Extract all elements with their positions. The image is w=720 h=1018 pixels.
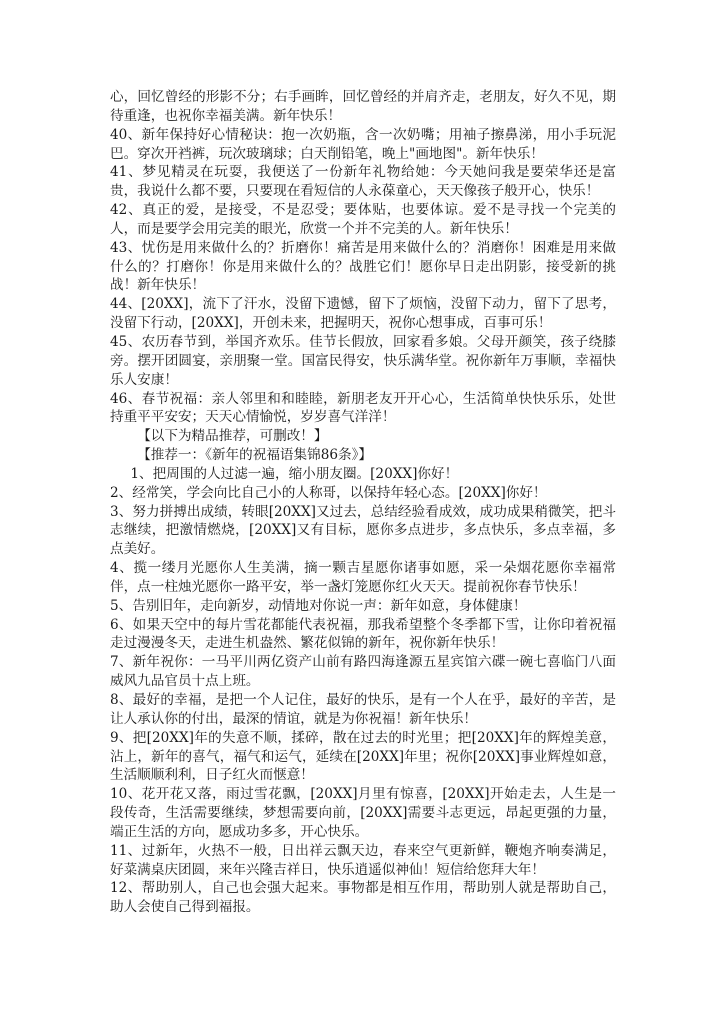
paragraph-40: 40、新年保持好心情秘诀：抱一次奶瓶，含一次奶嘴；用袖子擦鼻涕，用小手玩泥巴。穿次开裆裤，玩次玻璃球；白天削铅笔，晚上"画地图"。新年快乐！ — [110, 126, 616, 162]
list-item-3: 3、努力拼搏出成绩，转眼[20XX]又过去，总结经验看成效，成功成果稍微笑，把斗志继续，把激情燃烧，[20XX]又有目标，愿你多点进步，多点快乐，多点幸福，多点美好。 — [110, 503, 616, 558]
paragraph-39-tail: 心，回忆曾经的形影不分；右手画眸，回忆曾经的并肩齐走，老朋友，好久不见，期待重逢，也祝你幸福美满。新年快乐！ — [110, 89, 616, 124]
list-item-4: 4、揽一缕月光愿你人生美满，摘一颗吉星愿你诸事如愿，采一朵烟花愿你幸福常伴，点一柱烛光愿你一路平安，举一盏灯笼愿你红火天天。提前祝你春节快乐！ — [110, 560, 616, 595]
list-item-12: 12、帮助别人，自己也会强大起来。事物都是相互作用，帮助别人就是帮助自己，助人会使自己得到福报。 — [110, 880, 616, 916]
list-item-7: 7、新年祝你：一马平川两亿资产山前有路四海逢源五星宾馆六碟一碗七喜临门八面威风九品官员十点上班。 — [110, 654, 616, 690]
list-item-2: 2、经常笑，学会向比自己小的人称哥，以保持年轻心态。[20XX]你好！ — [110, 484, 547, 501]
section-note: 【以下为精品推荐，可删改！】 — [137, 428, 328, 445]
section-heading: 【推荐一：《新年的祝福语集锦86条》】 — [137, 447, 372, 464]
list-item-10: 10、花开花又落，雨过雪花飘，[20XX]月里有惊喜，[20XX]开始走去，人生是一段传奇，生活需要继续，梦想需要向前，[20XX]需要斗志更远，昂起更强的力量，端正生活的方向，愿成功多多，开心快乐。 — [110, 786, 616, 840]
paragraph-42: 42、真正的爱，是接受，不是忍受；要体贴，也要体谅。爱不是寻找一个完美的人，而是要学会用完美的眼光，欣赏一个并不完美的人。新年快乐！ — [110, 202, 616, 237]
list-item-8: 8、最好的幸福，是把一个人记住，最好的快乐，是有一个人在乎，最好的辛苦，是让人承认你的付出，最深的情谊，就是为你祝福！新年快乐！ — [110, 692, 616, 727]
list-item-6: 6、如果天空中的每片雪花都能代表祝福，那我希望整个冬季都下雪，让你印着祝福走过漫漫冬天，走进生机盎然、繁花似锦的新年，祝你新年快乐！ — [110, 616, 616, 652]
list-item-1: 1、把周围的人过滤一遍，缩小朋友圈。[20XX]你好！ — [130, 465, 459, 482]
list-item-5: 5、告别旧年，走向新岁，动情地对你说一声：新年如意，身体健康！ — [110, 597, 527, 614]
list-item-11: 11、过新年，火热不一般，日出祥云飘天边，春来空气更新鲜，鞭炮齐响奏满足，好菜满桌庆团圆，来年兴隆吉祥日，快乐逍遥似神仙！短信给您拜大年！ — [110, 842, 616, 878]
document-body — [110, 88, 616, 917]
paragraph-41: 41、梦见精灵在玩耍，我便送了一份新年礼物给她：今天她问我是要荣华还是富贵，我说什么都不要，只要现在看短信的人永葆童心，天天像孩子般开心，快乐！ — [110, 164, 616, 200]
paragraph-46: 46、春节祝福：亲人邻里和和睦睦，新朋老友开开心心，生活简单快快乐乐，处世持重平平安安；天天心情愉悦，岁岁喜气洋洋！ — [110, 390, 616, 426]
list-item-9: 9、把[20XX]年的失意不顺，揉碎，散在过去的时光里；把[20XX]年的辉煌美意，沾上，新年的喜气，福气和运气，延续在[20XX]年里；祝你[20XX]事业辉煌如意，生活顺顺利利，日子红火而惬意！ — [110, 729, 616, 784]
paragraph-44: 44、[20XX]，流下了汗水，没留下遗憾，留下了烦恼，没留下动力，留下了思考，没留下行动，[20XX]，开创未来，把握明天，祝你心想事成，百事可乐！ — [110, 296, 616, 332]
paragraph-43: 43、忧伤是用来做什么的？折磨你！痛苦是用来做什么的？消磨你！困难是用来做什么的？打磨你！你是用来做什么的？战胜它们！愿你早日走出阴影，接受新的挑战！新年快乐！ — [110, 239, 616, 294]
paragraph-45: 45、农历春节到，举国齐欢乐。佳节长假放，回家看多娘。父母开颜笑，孩子绕膝旁。摆开团圆宴，亲朋聚一堂。国富民得安，快乐满华堂。祝你新年万事顺，幸福快乐人安康！ — [110, 333, 616, 388]
